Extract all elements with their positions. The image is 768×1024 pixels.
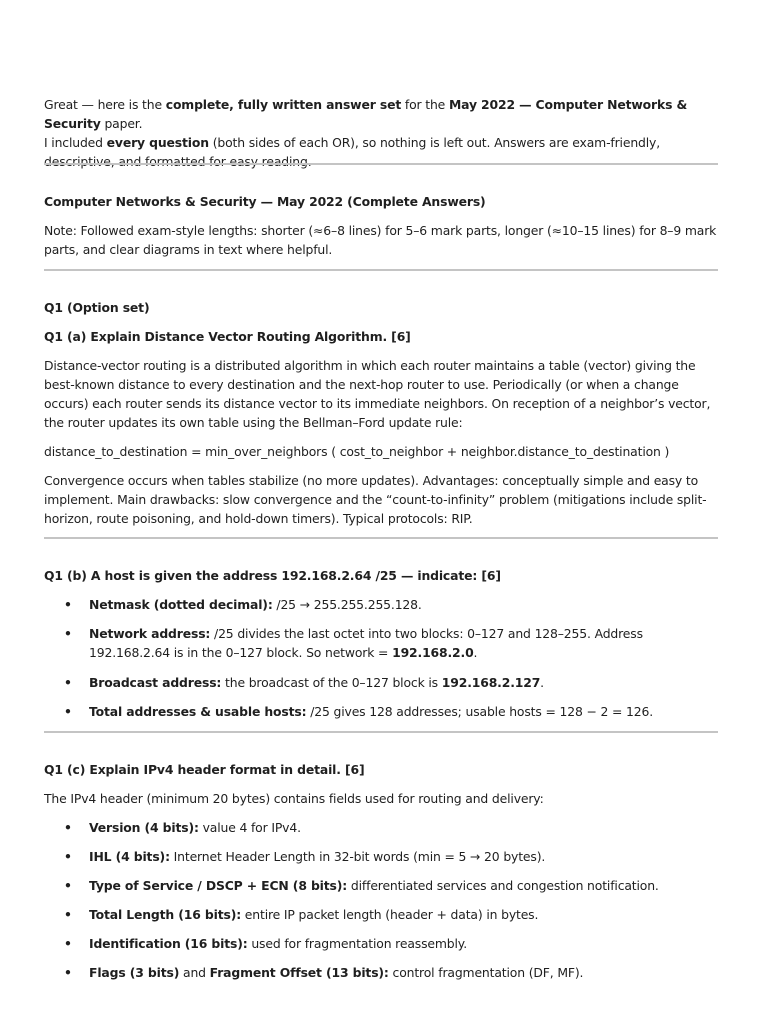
item-text: . [473,645,478,660]
q1c-intro: The IPv4 header (minimum 20 bytes) contains fields used for routing and delivery: [44,791,544,806]
intro-text: Great — here is the [44,97,166,112]
item-text: and [179,965,210,980]
bullet: • [64,849,72,864]
intro-bold-answer-set: complete, fully written answer set [165,97,402,112]
item-label: Version (4 bits): [89,820,199,835]
list-item-text [89,847,720,866]
list-item-text [89,963,720,982]
bullet: • [64,626,72,641]
item-label: Total addresses & usable hosts: [89,704,307,719]
item-text: used for fragmentation reassembly. [247,936,467,951]
item-text: Internet Header Length in 32-bit words (min = 5 → 20 bytes). [169,849,546,864]
intro-bold-every-question: every question [106,135,209,150]
item-text: value 4 for IPv4. [198,820,301,835]
item-label: IHL (4 bits): [89,849,170,864]
bullet: • [64,675,72,690]
list-item-text [89,595,720,614]
item-text: . [540,675,544,690]
item-text: differentiated services and congestion notification. [347,878,659,893]
intro-text: paper. [100,116,143,131]
divider [44,731,718,733]
bullet: • [64,965,72,980]
bullet: • [64,907,72,922]
intro-text: for the [401,97,449,112]
item-text: entire IP packet length (header + data) in bytes. [241,907,539,922]
list-item-text [89,673,720,692]
item-text: /25 divides the last octet into two blocks: 0–127 and 128–255. Address 192.168.2.64 is in the 0–127 block. So network = [89,626,643,660]
item-value: 192.168.2.127 [441,675,541,690]
list-item-text [89,905,720,924]
item-value: 192.168.2.0 [392,645,474,660]
divider [44,269,718,271]
note-paragraph: Note: Followed exam-style lengths: shorter (≈6–8 lines) for 5–6 mark parts, longer (≈10–15 lines) for 8–9 mark parts, and clear diagrams in text where helpful. [44,223,717,257]
intro-paragraph [44,95,720,171]
item-label: Total Length (16 bits): [89,907,242,922]
item-text: /25 gives 128 addresses; usable hosts = 128 − 2 = 126. [306,704,654,719]
q1a-paragraph: Distance-vector routing is a distributed algorithm in which each router maintains a table (vector) giving the best-known distance to every destination and the next-hop router to use. Periodically (or when a change occurs) each router sends its distance vector to its immediate neighbors. On reception of a neighbor’s vector, the router updates its own table using the Bellman–Ford update rule: [44,358,711,430]
q1c-heading: Q1 (c) Explain IPv4 header format in detail. [6] [44,762,365,777]
list-item-text [89,876,720,895]
item-label: Fragment Offset (13 bits): [209,965,389,980]
item-label: Netmask (dotted decimal): [89,597,273,612]
list-item-text [89,934,720,953]
bullet: • [64,878,72,893]
intro-text: I included [44,135,107,150]
document-title: Computer Networks & Security — May 2022 (Complete Answers) [44,194,486,209]
item-label: Flags (3 bits) [89,965,180,980]
intro-bold-paper-name: May 2022 — Computer Networks & Security [44,97,688,131]
bullet: • [64,936,72,951]
q1a-formula: distance_to_destination = min_over_neighbors ( cost_to_neighbor + neighbor.distance_to_destination ) [44,444,670,459]
item-label: Type of Service / DSCP + ECN (8 bits): [89,878,348,893]
intro-text: (both sides of each OR), so nothing is left out. Answers are exam-friendly, descriptive, and formatted for easy reading. [44,135,660,169]
list-item-text [89,624,720,662]
divider [44,537,718,539]
q1b-heading: Q1 (b) A host is given the address 192.168.2.64 /25 — indicate: [6] [44,568,501,583]
item-label: Broadcast address: [89,675,222,690]
item-label: Network address: [89,626,211,641]
divider [44,163,718,165]
item-text: /25 → 255.255.255.128. [272,597,422,612]
item-text: the broadcast of the 0–127 block is [221,675,442,690]
q1a-heading: Q1 (a) Explain Distance Vector Routing Algorithm. [6] [44,329,411,344]
list-item-text [89,818,720,837]
option-set-heading: Q1 (Option set) [44,300,150,315]
item-label: Identification (16 bits): [89,936,248,951]
item-text: control fragmentation (DF, MF). [388,965,584,980]
bullet: • [64,597,72,612]
bullet: • [64,820,72,835]
q1a-paragraph: Convergence occurs when tables stabilize (no more updates). Advantages: conceptually simple and easy to implement. Main drawbacks: slow convergence and the “count-to-infinity” problem (mitigations include split-horizon, route poisoning, and hold-down timers). Typical protocols: RIP. [44,473,707,526]
list-item-text [89,702,720,721]
bullet: • [64,704,72,719]
